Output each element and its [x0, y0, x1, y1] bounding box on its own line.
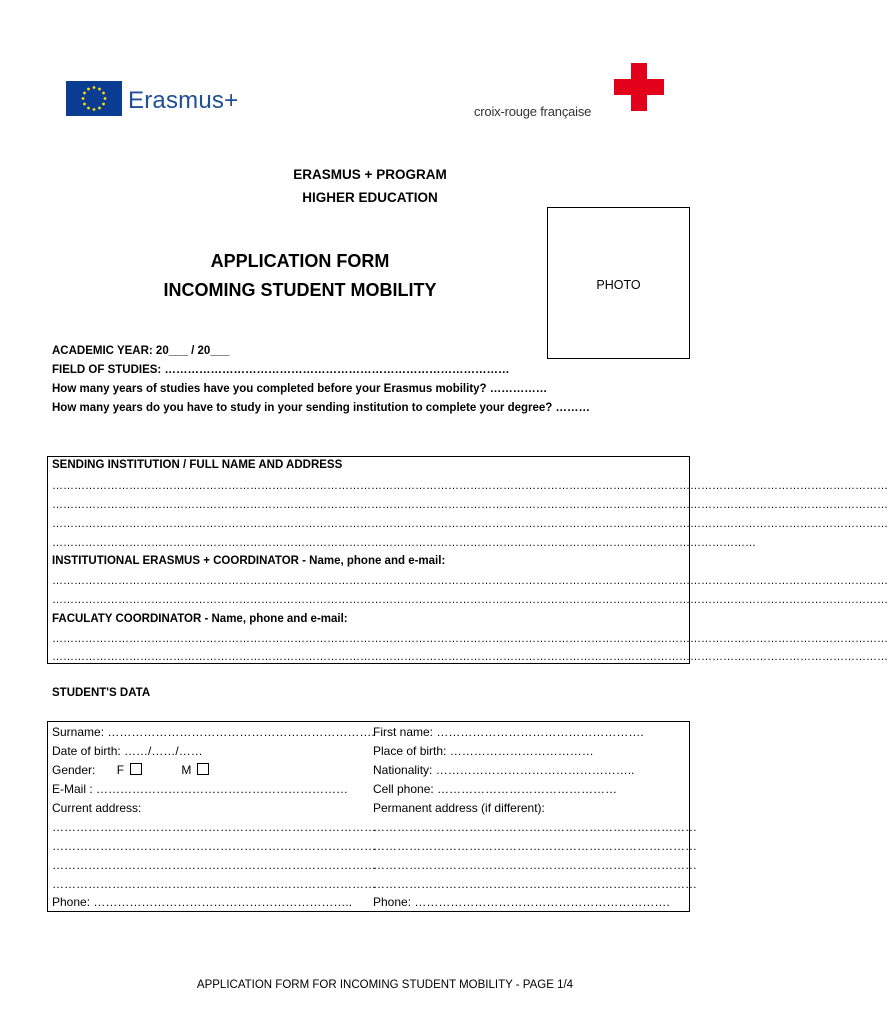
- form-subtitle: INCOMING STUDENT MOBILITY: [163, 280, 437, 300]
- gender-field: [52, 763, 368, 777]
- permanent-address-line[interactable]: ………………………………………………………………………: [373, 858, 697, 872]
- gender-label: Gender:: [52, 763, 96, 777]
- phone-field[interactable]: Phone: ………………………………………………………..: [52, 895, 353, 909]
- eu-star-icon: [93, 108, 96, 111]
- gender-f-checkbox[interactable]: [130, 763, 142, 775]
- eu-flag-logo: [66, 81, 122, 116]
- form-title: APPLICATION FORM: [210, 251, 390, 271]
- program-heading: ERASMUS + PROGRAM: [293, 167, 447, 182]
- sending-address-line[interactable]: …………………………………………………………………………………………………………………………………………………………………………………………………………: [52, 480, 888, 492]
- permanent-address-line[interactable]: ………………………………………………………………………: [373, 820, 697, 834]
- sending-institution-title: SENDING INSTITUTION / FULL NAME AND ADDRESS: [52, 459, 343, 471]
- surname-field[interactable]: Surname: ………………………………………………………….: [52, 725, 375, 739]
- level-heading: HIGHER EDUCATION: [302, 190, 438, 205]
- eu-star-icon: [104, 97, 107, 100]
- students-data-title: STUDENT'S DATA: [52, 687, 151, 699]
- cell-phone-field[interactable]: Cell phone: ………………………………………: [373, 782, 618, 796]
- eu-star-icon: [93, 86, 96, 89]
- permanent-address-line[interactable]: ………………………………………………………………………: [373, 877, 697, 891]
- permanent-phone-field[interactable]: Phone: ……………………………………………………….: [373, 895, 670, 909]
- faculty-coordinator-line[interactable]: …………………………………………………………………………………………………………………………………………………………………………………………………………: [52, 633, 888, 645]
- institutional-coordinator-title: INSTITUTIONAL ERASMUS + COORDINATOR - Name, phone and e-mail:: [52, 555, 446, 567]
- page-footer: APPLICATION FORM FOR INCOMING STUDENT MOBILITY - PAGE 1/4: [196, 979, 574, 991]
- coordinator-line[interactable]: …………………………………………………………………………………………………………………………………………………………………………………………………………: [52, 594, 888, 606]
- email-field[interactable]: E-Mail : ………………………………………………………: [52, 782, 349, 796]
- current-address-line[interactable]: ………………………………………………………………………: [52, 858, 376, 872]
- first-name-field[interactable]: First name: …………………………………………….: [373, 725, 644, 739]
- photo-label: PHOTO: [596, 278, 641, 292]
- faculty-coordinator-line[interactable]: …………………………………………………………………………………………………………………………………………………………………………………………………………: [52, 651, 888, 663]
- current-address-line[interactable]: ………………………………………………………………………: [52, 839, 376, 853]
- eu-star-icon: [102, 103, 105, 106]
- nationality-field[interactable]: Nationality: …………………………………………..: [373, 763, 635, 777]
- faculty-coordinator-title: FACULATY COORDINATOR - Name, phone and e-mail:: [52, 613, 348, 625]
- eu-star-icon: [83, 92, 86, 95]
- eu-star-icon: [98, 88, 101, 91]
- years-remaining-field[interactable]: How many years do you have to study in your sending institution to complete your degree? ………: [52, 402, 591, 414]
- coordinator-line[interactable]: …………………………………………………………………………………………………………………………………………………………………………………………………………: [52, 575, 888, 587]
- eu-star-icon: [98, 107, 101, 110]
- field-of-studies-field[interactable]: FIELD OF STUDIES: ………………………………………………………………………………: [52, 364, 510, 376]
- permanent-address-label: Permanent address (if different):: [373, 801, 545, 815]
- erasmus-logo-text: Erasmus+: [128, 87, 239, 114]
- date-of-birth-field[interactable]: Date of birth: ……/……/……: [52, 744, 203, 758]
- permanent-address-line[interactable]: ………………………………………………………………………: [373, 839, 697, 853]
- sending-institution-box: [47, 456, 888, 664]
- eu-star-icon: [87, 88, 90, 91]
- eu-star-icon: [83, 103, 86, 106]
- gender-m-checkbox[interactable]: [197, 763, 209, 775]
- academic-year-field[interactable]: ACADEMIC YEAR: 20___ / 20___: [52, 345, 230, 357]
- red-cross-icon: [614, 63, 664, 111]
- gender-m-label: M: [181, 763, 192, 777]
- eu-star-icon: [102, 92, 105, 95]
- current-address-label: Current address:: [52, 801, 142, 815]
- gender-f-label: F: [116, 763, 125, 777]
- sending-address-line[interactable]: …………………………………………………………………………………………………………………………………………………………………………: [52, 537, 756, 549]
- photo-box[interactable]: [547, 207, 690, 359]
- years-completed-field[interactable]: How many years of studies have you completed before your Erasmus mobility? ……………: [52, 383, 548, 395]
- croix-rouge-logo-text: croix-rouge française: [474, 104, 592, 119]
- sending-address-line[interactable]: …………………………………………………………………………………………………………………………………………………………………………………………………………: [52, 499, 888, 511]
- current-address-line[interactable]: ………………………………………………………………………: [52, 877, 376, 891]
- sending-address-line[interactable]: …………………………………………………………………………………………………………………………………………………………………………………………………………: [52, 518, 888, 530]
- place-of-birth-field[interactable]: Place of birth: ………………………………: [373, 744, 594, 758]
- students-data-box: [47, 721, 697, 912]
- eu-star-icon: [87, 107, 90, 110]
- eu-star-icon: [82, 97, 85, 100]
- current-address-line[interactable]: ………………………………………………………………………: [52, 820, 376, 834]
